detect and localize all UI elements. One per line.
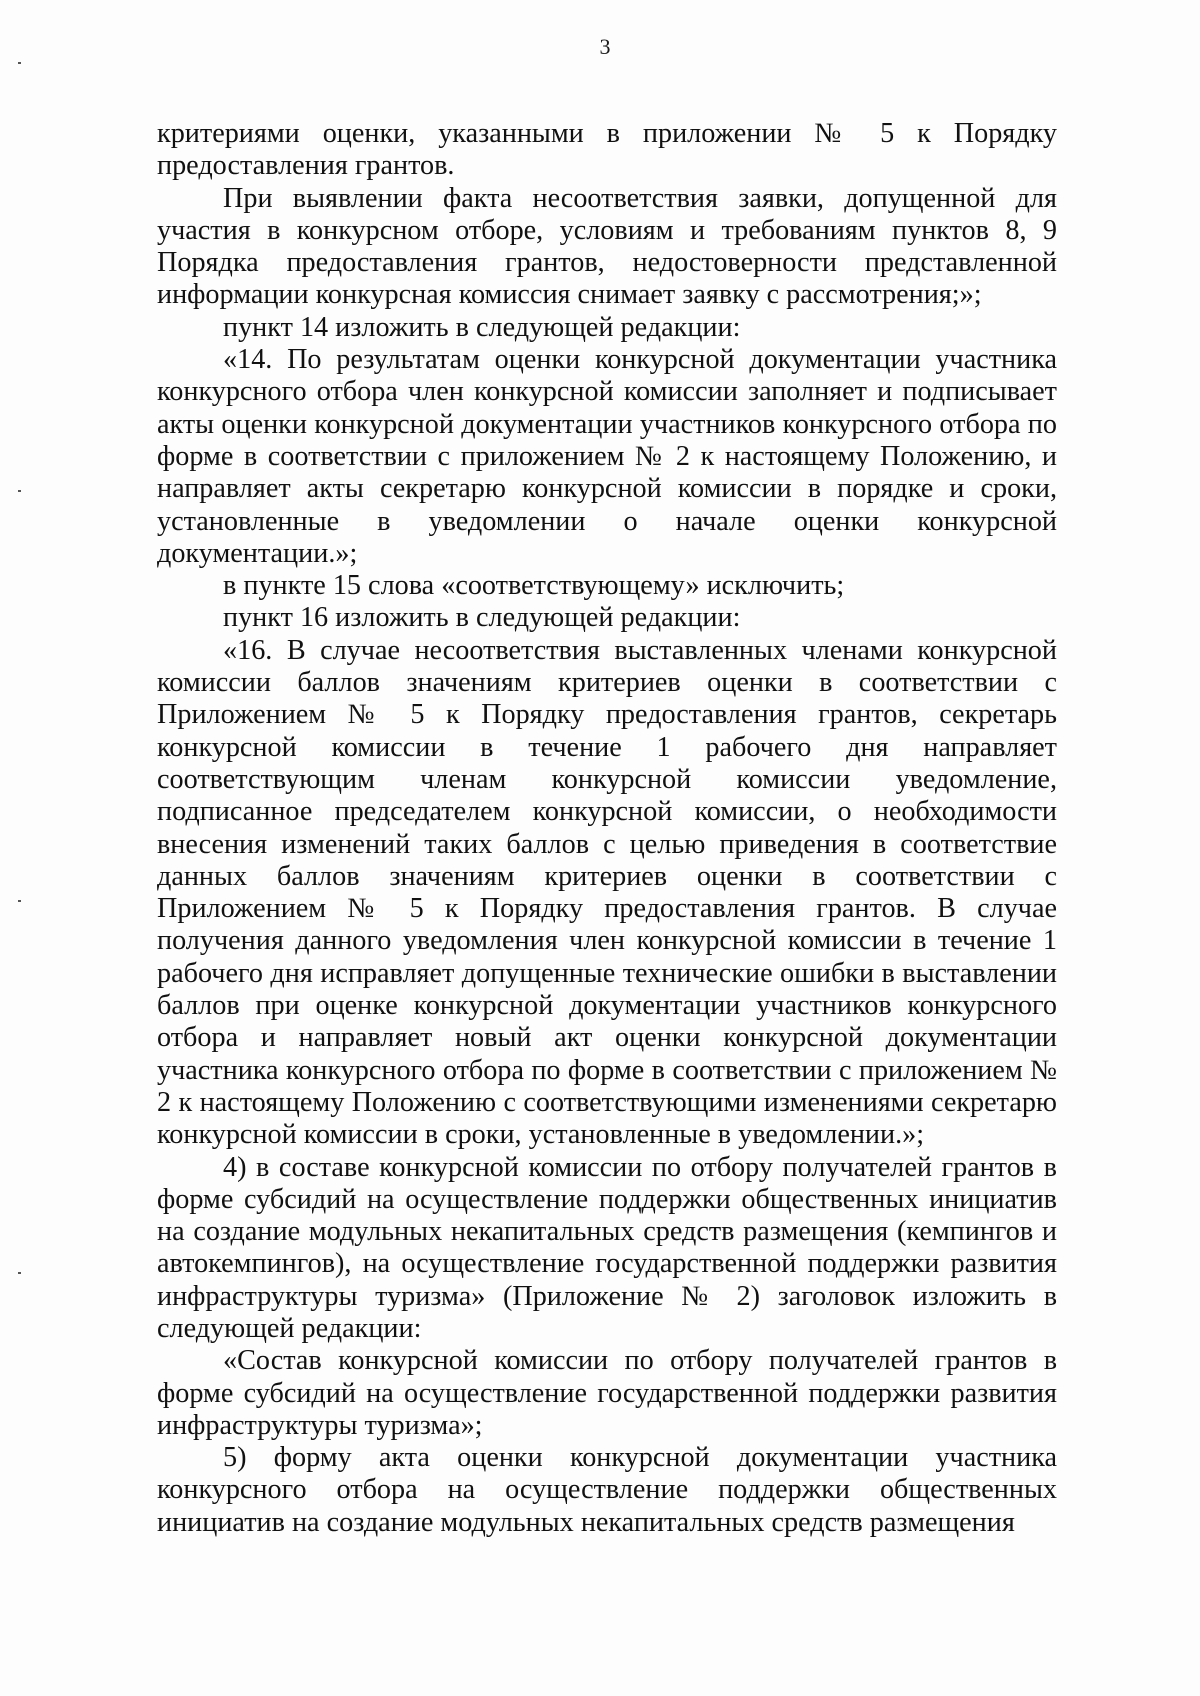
paragraph: «Состав конкурсной комиссии по отбору получателей грантов в форме субсидий на осуществление государственной поддержки развития инфраструктуры туризма»; — [157, 1345, 1057, 1441]
paragraph: «16. В случае несоответствия выставленных членами конкурсной комиссии баллов значениям критериев оценки в соответствии с Приложением № 5 к Порядку предоставления грантов, секретарь конкурсной комиссии в течение 1 рабочего дня направляет соответствующим членам конкурсной комиссии уведомление, подписанное председателем конкурсной комиссии, о необходимости внесения изменений таких баллов с целью приведения в соответствие данных баллов значениям критериев оценки в соответствии с Приложением № 5 к Порядку предоставления грантов. В случае получения данного уведомления член конкурсной комиссии в течение 1 рабочего дня исправляет допущенные технические ошибки в выставлении баллов при оценке конкурсной документации участников конкурсного отбора и направляет новый акт оценки конкурсной документации участника конкурсного отбора по форме в соответствии с приложением № 2 к настоящему Положению с соответствующими изменениями секретарю конкурсной комиссии в сроки, установленные в уведомлении.»; — [157, 634, 1057, 1151]
page-number: 3 — [599, 34, 611, 59]
scan-artifact — [18, 490, 21, 492]
paragraph: пункт 14 изложить в следующей редакции: — [223, 311, 741, 343]
paragraph: 4) в составе конкурсной комиссии по отбору получателей грантов в форме субсидий на осуществление поддержки общественных инициатив на создание модульных некапитальных средств размещения (кемпингов и автокемпингов), на осуществление государственной поддержки развития инфраструктуры туризма» (Приложение № 2) заголовок изложить в следующей редакции: — [157, 1151, 1057, 1344]
paragraph: пункт 16 изложить в следующей редакции: — [223, 602, 741, 634]
document-body — [157, 118, 1057, 1539]
paragraph: в пункте 15 слова «соответствующему» исключить; — [223, 570, 845, 602]
scan-artifact — [18, 62, 21, 64]
paragraph: «14. По результатам оценки конкурсной документации участника конкурсного отбора член конкурсной комиссии заполняет и подписывает акты оценки конкурсной документации участников конкурсного отбора по форме в соответствии с приложением № 2 к настоящему Положению, и направляет акты секретарю конкурсной комиссии в порядке и сроки, установленные в уведомлении о начале оценки конкурсной документации.»; — [157, 344, 1057, 569]
scan-artifact — [18, 900, 21, 902]
paragraph: При выявлении факта несоответствия заявки, допущенной для участия в конкурсном отборе, условиям и требованиям пунктов 8, 9 Порядка предоставления грантов, недостоверности представленной информации конкурсная комиссия снимает заявку с рассмотрения;»; — [157, 182, 1057, 311]
paragraph: критериями оценки, указанными в приложении № 5 к Порядку предоставления грантов. — [157, 118, 1057, 182]
paragraph: 5) форму акта оценки конкурсной документации участника конкурсного отбора на осуществление поддержки общественных инициатив на создание модульных некапитальных средств размещения — [157, 1442, 1057, 1538]
scan-artifact — [18, 1272, 21, 1274]
